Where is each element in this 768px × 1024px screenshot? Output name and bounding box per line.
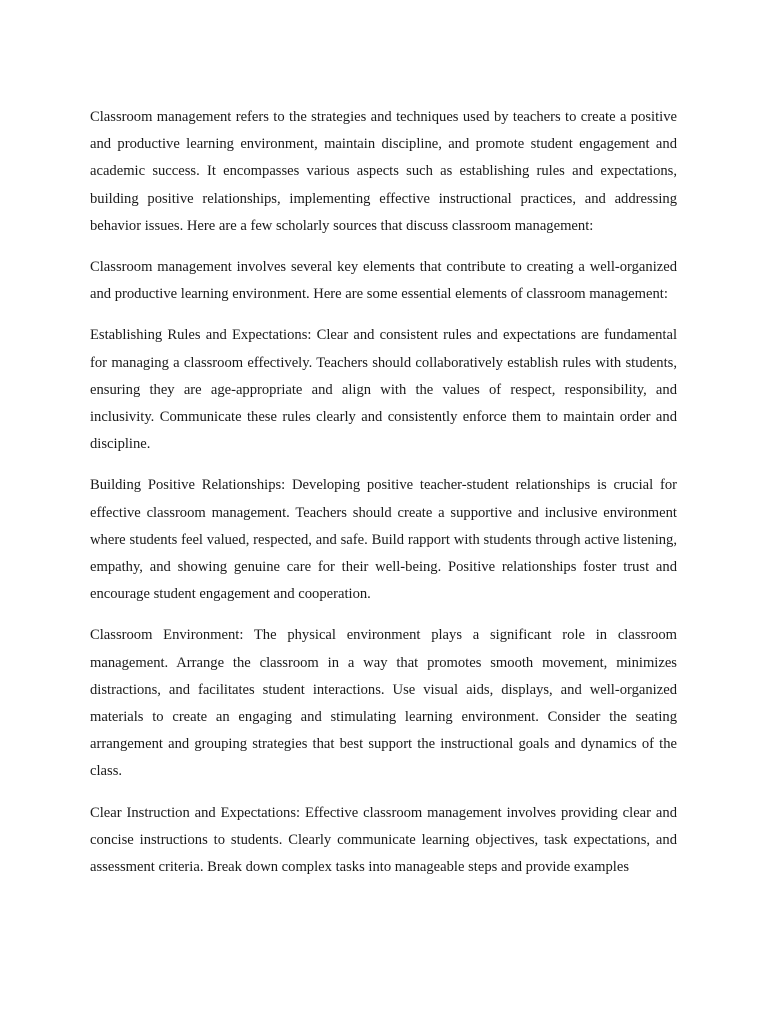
paragraph-intro: Classroom management refers to the strategies and techniques used by teachers to create a positive and productive learning environment, maintain discipline, and promote student engagement and academic success. It encompasses various aspects such as establishing rules and expectations, building positive relationships, implementing effective instructional practices, and addressing behavior issues. Here are a few scholarly sources that discuss classroom management:: [90, 109, 677, 234]
paragraph-clear-instruction: Clear Instruction and Expectations: Effective classroom management involves providing clear and concise instructions to students. Clearly communicate learning objectives, task expectations, and assessment criteria. Break down complex tasks into manageable steps and provide examples: [90, 804, 677, 876]
paragraph-rules-expectations: Establishing Rules and Expectations: Clear and consistent rules and expectations are fundamental for managing a classroom effectively. Teachers should collaboratively establish rules with students, ensuring they are age-appropriate and align with the values of respect, responsibility, and inclusivity. Communicate these rules clearly and consistently enforce them to maintain order and discipline.: [90, 327, 677, 453]
paragraph-key-elements: Classroom management involves several key elements that contribute to creating a well-organized and productive learning environment. Here are some essential elements of classroom management:: [90, 259, 677, 303]
paragraph-classroom-environment: Classroom Environment: The physical environment plays a significant role in classroom management. Arrange the classroom in a way that promotes smooth movement, minimizes distractions, and facilitates student interactions. Use visual aids, displays, and well-organized materials to create an engaging and stimulating learning environment. Consider the seating arrangement and grouping strategies that best support the instructional goals and dynamics of the class.: [90, 627, 677, 780]
paragraph-positive-relationships: Building Positive Relationships: Developing positive teacher-student relationships is crucial for effective classroom management. Teachers should create a supportive and inclusive environment where students feel valued, respected, and safe. Build rapport with students through active listening, empathy, and showing genuine care for their well-being. Positive relationships foster trust and encourage student engagement and cooperation.: [90, 477, 677, 603]
document-body: [90, 104, 677, 881]
